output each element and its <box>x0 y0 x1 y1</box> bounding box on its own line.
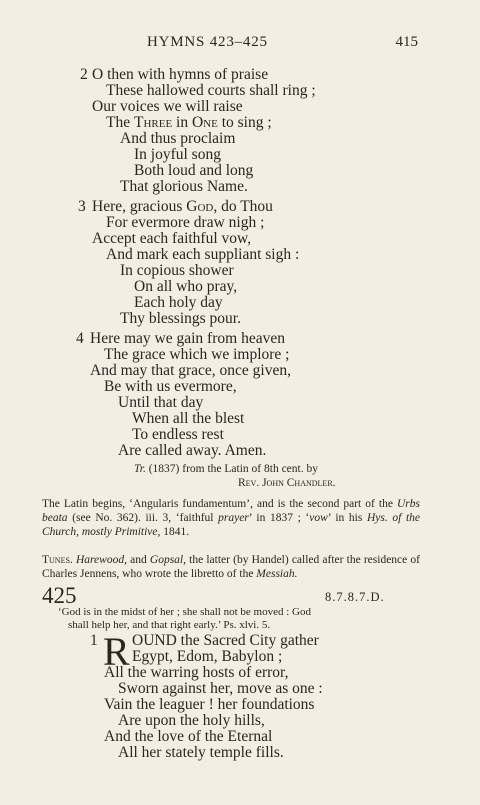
verse-line: Each holy day <box>134 294 223 311</box>
verse-line: That glorious Name. <box>120 178 248 195</box>
running-header <box>0 34 480 56</box>
verse-line: All her stately temple fills. <box>118 744 284 761</box>
verse-line: Egypt, Edom, Babylon ; <box>132 648 283 665</box>
verse-line: The Three in One to sing ; <box>106 114 272 131</box>
running-title: HYMNS 423–425 <box>147 34 268 50</box>
verse-line: For evermore draw nigh ; <box>106 214 265 231</box>
verse-line: Here may we gain from heaven <box>90 330 285 347</box>
verse-line: And thus proclaim <box>120 130 236 147</box>
stanza-number: 3 <box>78 198 86 215</box>
epigraph-line: shall help her, and that right early.’ Ps. xlvi. 5. <box>68 619 271 631</box>
verse-line: The grace which we implore ; <box>104 346 290 363</box>
verse-line: To endless rest <box>132 426 224 443</box>
stanza-number: 2 <box>80 66 88 83</box>
verse-line: Accept each faithful vow, <box>92 230 252 247</box>
verse-line: Until that day <box>118 394 204 411</box>
verse-line: Be with us evermore, <box>104 378 237 395</box>
verse-line: And the love of the Eternal <box>104 728 273 745</box>
drop-cap: R <box>103 629 130 674</box>
verse-line: In copious shower <box>120 262 234 279</box>
verse-line: Sworn against her, move as one : <box>118 680 323 697</box>
verse-line: Here, gracious God, do Thou <box>92 198 273 215</box>
stanza-number: 4 <box>76 330 84 347</box>
verse-line: In joyful song <box>134 146 221 163</box>
verse-line: And mark each suppliant sigh : <box>106 246 300 263</box>
verse-line: Thy blessings pour. <box>120 310 241 327</box>
verse-line: All the warring hosts of error, <box>104 664 289 681</box>
verse-line: Both loud and long <box>134 162 254 179</box>
verse-line: Our voices we will raise <box>92 98 243 115</box>
verse-line: Are called away. Amen. <box>118 442 267 459</box>
verse-line: These hallowed courts shall ring ; <box>106 82 316 99</box>
verse-line: Are upon the holy hills, <box>118 712 265 729</box>
epigraph-line: ‘God is in the midst of her ; she shall not be moved : God <box>58 606 311 618</box>
verse-line: And may that grace, once given, <box>90 362 291 379</box>
attribution-line: Tr. (1837) from the Latin of 8th cent. by <box>134 463 318 475</box>
attribution-author: Rev. John Chandler. <box>238 477 336 489</box>
stanza-number: 1 <box>90 632 98 649</box>
verse-line: OUND the Sacred City gather <box>132 632 319 649</box>
page-number: 415 <box>395 34 418 50</box>
verse-line: When all the blest <box>132 410 245 427</box>
latin-note: The Latin begins, ‘Angularis fundamentum’, and is the second part of the Urbs beata (see No. 362). iii. 3, ‘faithful prayer’ in 1837 ; ‘vow’ in his Hys. of the Church, mostly Primitive, 1841. <box>42 498 420 538</box>
tunes-note: Tunes. Harewood, and Gopsal, the latter (by Handel) called after the residence of Charles Jennens, who wrote the libretto of the Messiah. <box>42 554 420 580</box>
verse-line: On all who pray, <box>134 278 238 295</box>
verse-line: O then with hymns of praise <box>92 66 269 83</box>
hymn-meter: 8.7.8.7.D. <box>325 590 385 604</box>
verse-line: Vain the leaguer ! her foundations <box>104 696 315 713</box>
hymn-number: 425 <box>42 583 77 608</box>
